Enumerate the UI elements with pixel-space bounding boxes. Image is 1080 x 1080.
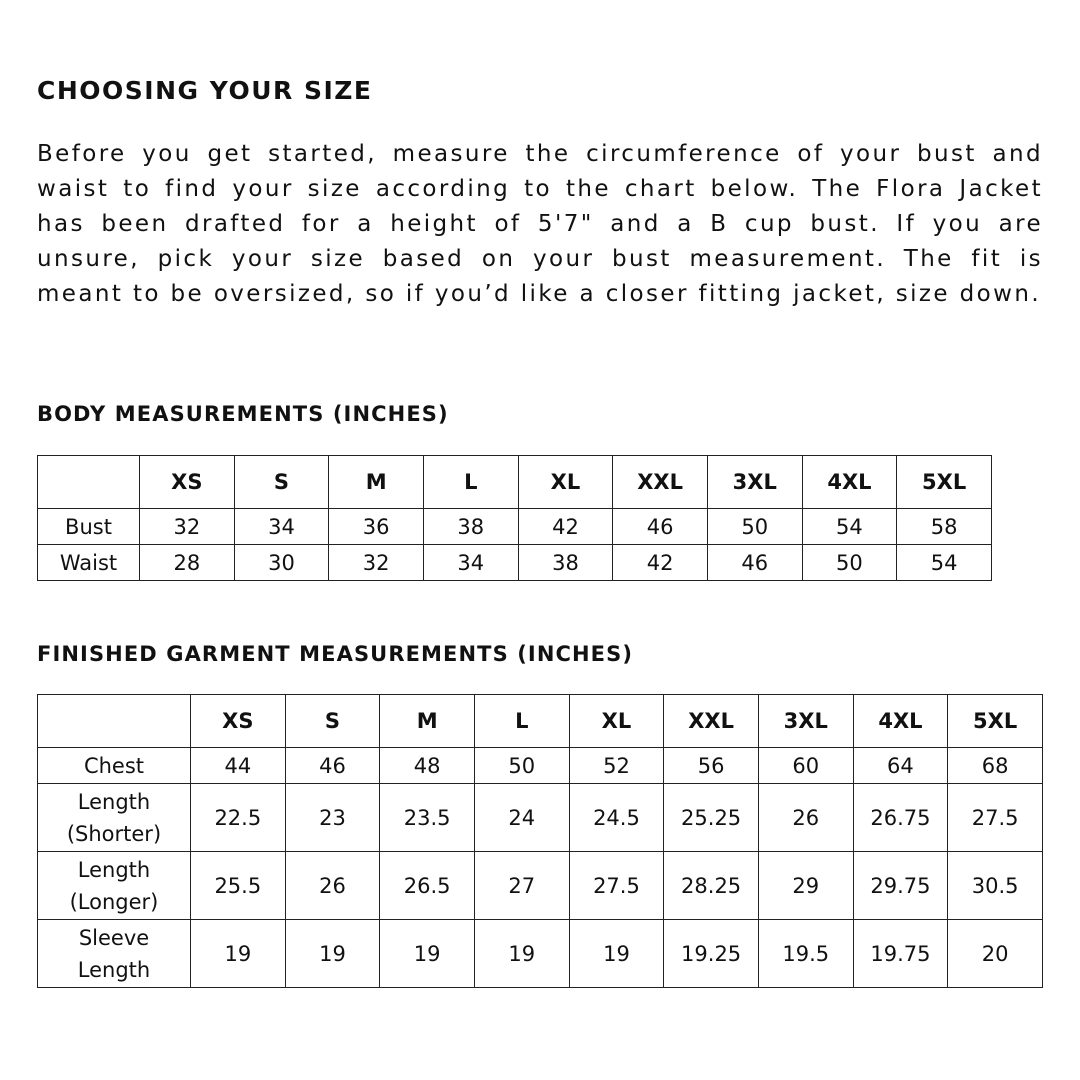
table-cell: 38 xyxy=(423,509,518,545)
size-header: 3XL xyxy=(758,695,853,748)
table-cell: 36 xyxy=(329,509,424,545)
table-cell: 44 xyxy=(191,748,286,784)
table-cell: 19.25 xyxy=(664,920,759,988)
table-cell: 58 xyxy=(897,509,992,545)
row-label xyxy=(38,852,191,920)
row-label-line: Sleeve xyxy=(78,925,150,950)
table-cell: 60 xyxy=(758,748,853,784)
garment-measurements-table xyxy=(37,694,1043,988)
table-header-row xyxy=(38,695,1043,748)
table-cell: 29 xyxy=(758,852,853,920)
size-header: M xyxy=(329,456,424,509)
table-cell: 48 xyxy=(380,748,475,784)
body-measurements-title: BODY MEASUREMENTS (INCHES) xyxy=(37,402,449,426)
table-cell: 30.5 xyxy=(948,852,1043,920)
table-cell: 54 xyxy=(897,545,992,581)
row-label: Bust xyxy=(38,509,140,545)
size-header: L xyxy=(474,695,569,748)
table-cell: 24 xyxy=(474,784,569,852)
row-label xyxy=(38,748,191,784)
table-cell: 46 xyxy=(707,545,802,581)
table-cell: 38 xyxy=(518,545,613,581)
table-row xyxy=(38,545,992,581)
size-header: 4XL xyxy=(853,695,948,748)
garment-measurements-title: FINISHED GARMENT MEASUREMENTS (INCHES) xyxy=(37,642,634,666)
table-cell: 50 xyxy=(474,748,569,784)
table-row xyxy=(38,920,1043,988)
size-header: XS xyxy=(140,456,235,509)
size-header: XS xyxy=(191,695,286,748)
table-cell: 64 xyxy=(853,748,948,784)
table-cell: 19 xyxy=(474,920,569,988)
table-cell: 29.75 xyxy=(853,852,948,920)
size-header: 4XL xyxy=(802,456,897,509)
table-cell: 27 xyxy=(474,852,569,920)
table-cell: 19 xyxy=(569,920,664,988)
table-cell: 28 xyxy=(140,545,235,581)
size-header: XL xyxy=(518,456,613,509)
table-cell: 52 xyxy=(569,748,664,784)
size-header: XL xyxy=(569,695,664,748)
table-cell: 25.25 xyxy=(664,784,759,852)
size-header: S xyxy=(234,456,329,509)
table-cell: 28.25 xyxy=(664,852,759,920)
table-cell: 56 xyxy=(664,748,759,784)
intro-paragraph: Before you get started, measure the circumference of your bust and waist to find your size according to the chart below. The Flora Jacket has been drafted for a height of 5'7" and a B cup bust. If you are unsure, pick your size based on your bust measurement. The fit is meant to be oversized, so if you’d like a closer fitting jacket, size down. xyxy=(37,141,1043,307)
table-cell: 26 xyxy=(758,784,853,852)
corner-cell xyxy=(38,695,191,748)
size-header: S xyxy=(285,695,380,748)
row-label-line: Length xyxy=(77,857,151,882)
table-cell: 32 xyxy=(140,509,235,545)
row-label xyxy=(38,920,191,988)
table-cell: 42 xyxy=(518,509,613,545)
row-label: Waist xyxy=(38,545,140,581)
table-cell: 23 xyxy=(285,784,380,852)
table-cell: 42 xyxy=(613,545,708,581)
table-cell: 27.5 xyxy=(569,852,664,920)
table-row xyxy=(38,784,1043,852)
table-cell: 34 xyxy=(234,509,329,545)
table-cell: 26.75 xyxy=(853,784,948,852)
table-cell: 19 xyxy=(191,920,286,988)
table-cell: 50 xyxy=(802,545,897,581)
table-cell: 26 xyxy=(285,852,380,920)
table-cell: 19 xyxy=(380,920,475,988)
table-cell: 30 xyxy=(234,545,329,581)
table-cell: 54 xyxy=(802,509,897,545)
row-label-line: Length xyxy=(77,957,151,982)
size-header: XXL xyxy=(664,695,759,748)
table-cell: 23.5 xyxy=(380,784,475,852)
size-header: L xyxy=(423,456,518,509)
table-row xyxy=(38,748,1043,784)
table-row xyxy=(38,509,992,545)
table-cell: 20 xyxy=(948,920,1043,988)
table-cell: 19.75 xyxy=(853,920,948,988)
size-header: M xyxy=(380,695,475,748)
row-label-line: (Shorter) xyxy=(66,821,162,846)
table-cell: 68 xyxy=(948,748,1043,784)
table-cell: 19.5 xyxy=(758,920,853,988)
table-cell: 24.5 xyxy=(569,784,664,852)
table-cell: 19 xyxy=(285,920,380,988)
row-label xyxy=(38,784,191,852)
corner-cell xyxy=(38,456,140,509)
table-cell: 34 xyxy=(423,545,518,581)
table-row xyxy=(38,852,1043,920)
table-cell: 46 xyxy=(285,748,380,784)
table-cell: 32 xyxy=(329,545,424,581)
table-header-row xyxy=(38,456,992,509)
table-cell: 22.5 xyxy=(191,784,286,852)
size-header: 3XL xyxy=(707,456,802,509)
size-header: 5XL xyxy=(897,456,992,509)
table-cell: 27.5 xyxy=(948,784,1043,852)
table-cell: 25.5 xyxy=(191,852,286,920)
row-label-line: Length xyxy=(77,789,151,814)
body-measurements-table xyxy=(37,455,992,581)
size-header: 5XL xyxy=(948,695,1043,748)
page-title: CHOOSING YOUR SIZE xyxy=(37,76,373,105)
row-label-line: (Longer) xyxy=(69,889,159,914)
table-cell: 46 xyxy=(613,509,708,545)
table-cell: 50 xyxy=(707,509,802,545)
table-cell: 26.5 xyxy=(380,852,475,920)
row-label-line: Chest xyxy=(83,753,145,778)
size-header: XXL xyxy=(613,456,708,509)
